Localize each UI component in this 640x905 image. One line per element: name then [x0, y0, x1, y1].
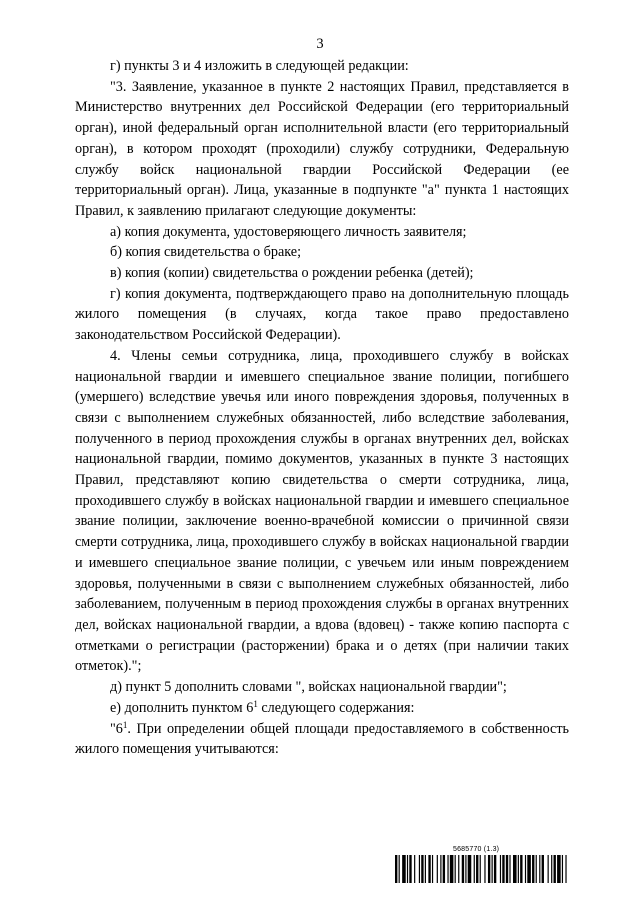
barcode-bar: [437, 855, 438, 883]
barcode-bar: [399, 855, 400, 883]
barcode-bar: [455, 855, 456, 883]
list-item-a: а) копия документа, удостоверяющего личность заявителя;: [110, 223, 467, 240]
barcode-bar: [428, 855, 430, 883]
barcode-bar: [494, 855, 496, 883]
barcode-bar: [551, 855, 552, 883]
superscript: 1: [253, 698, 258, 709]
list-item-g: г) копия документа, подтверждающего право на дополнительную площадь жилого помещения (в случаях, когда такое право предоставлено законодательством Российской Федерации).: [75, 285, 569, 344]
paragraph-amendment-d: д) пункт 5 дополнить словами ", войсках национальной гвардии";: [110, 679, 507, 696]
barcode-bar: [450, 855, 454, 883]
barcode-bar: [468, 855, 472, 883]
barcode-id: 5685770 (1.3): [453, 846, 500, 853]
barcode-bar: [557, 855, 561, 883]
barcode-bar: [440, 855, 441, 883]
paragraph-point-4: 4. Члены семьи сотрудника, лица, проходившего службу в войсках национальной гвардии и имевшего специальное звание полиции, погибшего (умершего) вследствие увечья или иного повреждения здоровья, полученных в связи с выполнением служебных обязанностей, либо вследствие заболевания, полученного в период прохождения службы в органах внутренних дел, войсках национальной гвардии, помимо документов, указанных в пункте 3 настоящих Правил, представляют копию свидетельства о смерти сотрудника, лица, проходившего службу в войсках национальной гвардии и имевшего специальное звание полиции, заключение военно-врачебной комиссии о причинной связи смерти сотрудника, лица, проходившего службу в войсках национальной гвардии и имевшего специальное звание полиции, с увечьем или иным повреждением здоровья, полученными в связи с выполнением служебных обязанностей, либо заболеванием, полученным в период прохождения службы в органах внутренних дел, войсках национальной гвардии, а вдова (вдовец) - также копию паспорта с отметками о регистрации (расторжении) брака и о детях (при наличии таких отметок).";: [75, 347, 569, 675]
superscript: 1: [122, 719, 128, 730]
barcode-bar: [548, 855, 549, 883]
barcode-bar: [554, 855, 556, 883]
barcode-bar: [462, 855, 464, 883]
barcode-bar: [425, 855, 426, 883]
barcode-bar: [500, 855, 501, 883]
barcode-bar: [443, 855, 445, 883]
barcode-bar: [518, 855, 519, 883]
text-fragment: . При определении общей площади предоставляемого в собственность жилого помещения учитываются:: [75, 720, 569, 758]
barcode-bar: [395, 855, 397, 883]
barcode-bar: [458, 855, 459, 883]
paragraph-amendment-e: [75, 698, 569, 719]
barcode-bar: [474, 855, 475, 883]
barcode-bar: [562, 855, 563, 883]
list-item-b: б) копия свидетельства о браке;: [110, 244, 302, 261]
barcode-bar: [539, 855, 540, 883]
barcode-bar: [488, 855, 490, 883]
text-fragment: е) дополнить пунктом 6: [110, 699, 254, 716]
barcode-bar: [527, 855, 531, 883]
list-item-v: в) копия (копии) свидетельства о рождении ребенка (детей);: [110, 265, 474, 282]
paragraph-amendment-g: г) пункты 3 и 4 изложить в следующей редакции:: [110, 58, 409, 74]
barcode-bar: [409, 855, 411, 883]
barcode-bar: [509, 855, 510, 883]
text-fragment: следующего содержания:: [257, 699, 415, 716]
barcode-bar: [502, 855, 504, 883]
barcode: [395, 855, 569, 883]
barcode-bar: [525, 855, 526, 883]
barcode-bar: [402, 855, 406, 883]
barcode-bar: [536, 855, 537, 883]
barcode-bar: [476, 855, 478, 883]
barcode-bar: [465, 855, 466, 883]
barcode-bar: [520, 855, 522, 883]
paragraph-point-3: "3. Заявление, указанное в пункте 2 настоящих Правил, представляется в Министерство внутренних дел Российской Федерации (его территориальный орган), иной федеральный орган исполнительной власти (его территориальный орган), в котором проходят (проходили) службу сотрудники, Федеральную службу войск национальной гвардии Российской Федерации (ее территориальный орган). Лица, указанные в подпункте "а" пункта 1 настоящих Правил, к заявлению прилагают следующие документы:: [75, 78, 569, 219]
paragraph-point-6-1: [75, 719, 569, 760]
barcode-bar: [414, 855, 415, 883]
barcode-bar: [407, 855, 408, 883]
barcode-bar: [480, 855, 481, 883]
barcode-bar: [492, 855, 493, 883]
barcode-bar: [432, 855, 433, 883]
page-number: 3: [316, 36, 324, 52]
barcode-bar: [484, 855, 485, 883]
barcode-bar: [421, 855, 423, 883]
barcode-bar: [565, 855, 566, 883]
barcode-bar: [513, 855, 517, 883]
text-fragment: "6: [110, 720, 123, 737]
barcode-bar: [419, 855, 420, 883]
barcode-bar: [447, 855, 448, 883]
barcode-bar: [506, 855, 508, 883]
document-body: [75, 56, 569, 760]
barcode-bar: [542, 855, 544, 883]
barcode-bar: [532, 855, 534, 883]
